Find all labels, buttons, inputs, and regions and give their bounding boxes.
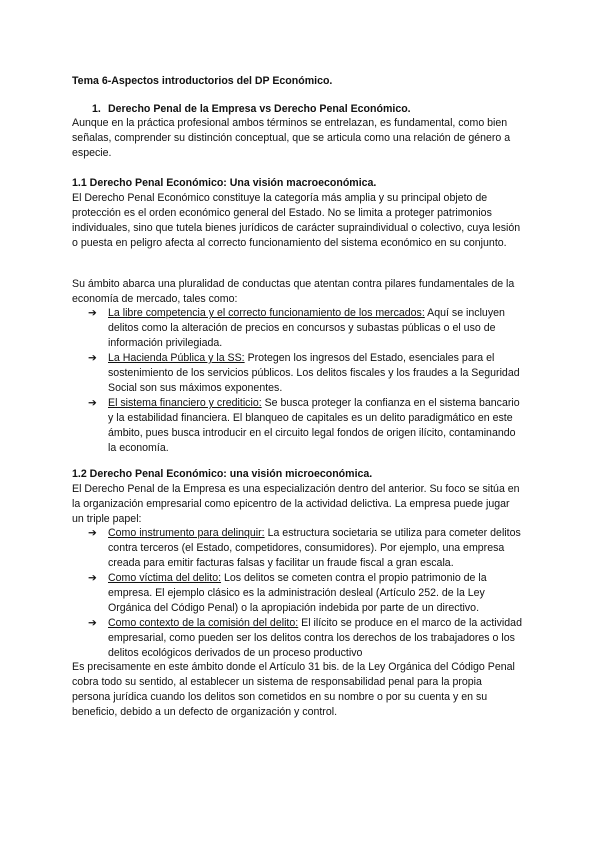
list-item <box>88 396 522 456</box>
section-heading-1 <box>92 102 542 117</box>
subsection-heading-1-2: 1.2 Derecho Penal Económico: una visión microeconómica. <box>72 468 373 480</box>
document-title: Tema 6-Aspectos introductorios del DP Económico. <box>72 75 333 87</box>
arrow-bullet-icon: ➔ <box>88 527 97 539</box>
list-item-label: Como instrumento para delinquir: <box>108 527 265 539</box>
list-item-label: La libre competencia y el correcto funcionamiento de los mercados: <box>108 307 425 319</box>
arrow-bullet-icon: ➔ <box>88 397 97 409</box>
macro-list <box>88 306 522 456</box>
list-item-text: El ilícito se produce en el marco de la actividad empresarial, como pueden ser los delitos contra los derechos de los trabajadores o los delitos ecológicos derivados de un proceso productivo <box>108 617 522 659</box>
list-item-label: El sistema financiero y crediticio: <box>108 397 262 409</box>
section-heading-text: Derecho Penal de la Empresa vs Derecho Penal Económico. <box>108 103 411 115</box>
list-item <box>88 616 522 661</box>
list-item-text: Se busca proteger la confianza en el sistema bancario y la estabilidad financiera. El blanqueo de capitales es un delito paradigmático en este ámbito, pues busca introducir en el circuito legal fondos de origen ilícito, contaminando la economía. <box>108 397 520 454</box>
list-item <box>88 571 522 616</box>
paragraph-macro-2: Su ámbito abarca una pluralidad de conductas que atentan contra pilares fundamentales de la economía de mercado, tales como: <box>72 278 515 305</box>
list-item-text: Los delitos se cometen contra el propio patrimonio de la empresa. El ejemplo clásico es la administración desleal (Artículo 252. de la Ley Orgánica del Código Penal) o la apropiación indebida por parte de un directivo. <box>108 572 487 614</box>
intro-paragraph: Aunque en la práctica profesional ambos términos se entrelazan, es fundamental, como bien señalas, comprender su distinción conceptual, que se articula como una relación de género a especie. <box>72 117 511 159</box>
list-item <box>88 306 522 351</box>
list-item-text: La estructura societaria se utiliza para cometer delitos contra terceros (el Estado, competidores, consumidores). Por ejemplo, una empresa creada para emitir facturas falsas y facilitar un fraude fiscal a gran escala. <box>108 527 521 569</box>
arrow-bullet-icon: ➔ <box>88 307 97 319</box>
paragraph-micro-2: Es precisamente en este ámbito donde el Artículo 31 bis. de la Ley Orgánica del Código Penal cobra todo su sentido, al establecer un sistema de responsabilidad penal para la propia persona jurídica cuando los delitos son cometidos en su nombre o por su cuenta y en su beneficio, debido a un defecto de organización y control. <box>72 661 515 718</box>
arrow-bullet-icon: ➔ <box>88 617 97 629</box>
arrow-bullet-icon: ➔ <box>88 572 97 584</box>
paragraph-macro-1: El Derecho Penal Económico constituye la categoría más amplia y su principal objeto de protección es el orden económico general del Estado. No se limita a proteger patrimonios individuales, sino que tutela bienes jurídicos de carácter supraindividual o colectivo, cuya lesión o puesta en peligro afecta al correcto funcionamiento del sistema económico en su conjunto. <box>72 192 521 249</box>
list-item-text: Aquí se incluyen delitos como la alteración de precios en concursos y subastas públicas o el uso de información privilegiada. <box>108 307 505 349</box>
micro-list <box>88 526 522 661</box>
list-item <box>88 351 522 396</box>
list-item-label: Como contexto de la comisión del delito: <box>108 617 299 629</box>
subsection-heading-1-1: 1.1 Derecho Penal Económico: Una visión macroeconómica. <box>72 177 377 189</box>
list-item-label: La Hacienda Pública y la SS: <box>108 352 245 364</box>
paragraph-micro-1: El Derecho Penal de la Empresa es una especialización dentro del anterior. Su foco se sitúa en la organización empresarial como epicentro de la actividad delictiva. La empresa puede jugar un triple papel: <box>72 483 520 525</box>
arrow-bullet-icon: ➔ <box>88 352 97 364</box>
list-item-label: Como víctima del delito: <box>108 572 222 584</box>
section-number: 1. <box>92 103 101 115</box>
list-item <box>88 526 522 571</box>
list-item-text: Protegen los ingresos del Estado, esenciales para el sostenimiento de los servicios públicos. Los delitos fiscales y los fraudes a la Seguridad Social son sus máximos exponentes. <box>108 352 520 394</box>
